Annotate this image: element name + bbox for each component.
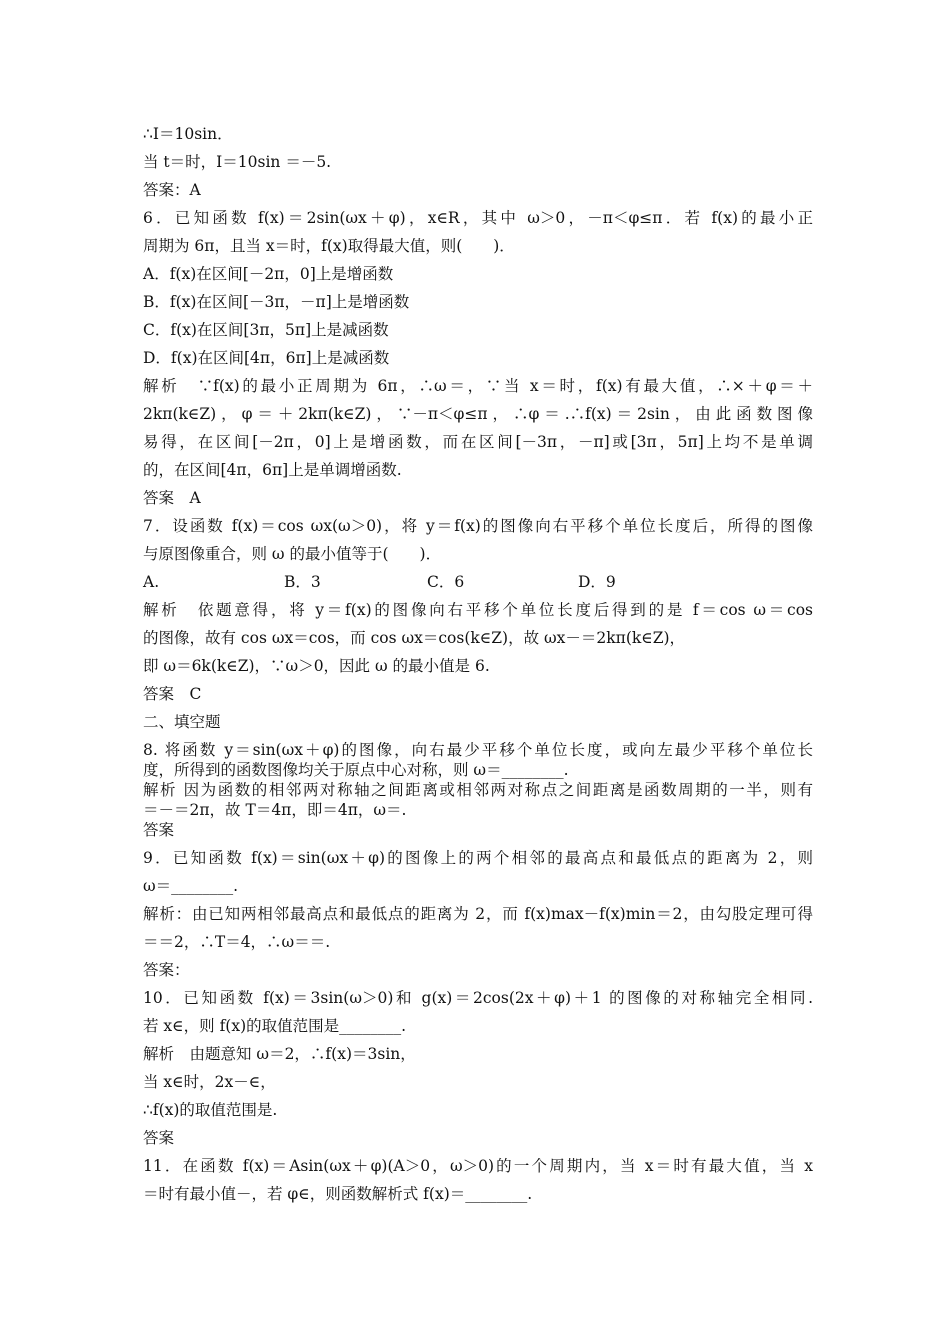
- text-line: 与原图像重合，则 ω 的最小值等于( )．: [143, 545, 442, 563]
- text-line: 2kπ(k∈Z)，φ＝＋2kπ(k∈Z)，∵－π＜φ≤π，∴φ＝.∴f(x)＝2sin，由此函数图像: [143, 405, 813, 423]
- text-line: 解析 依题意得，将 y＝f(x)的图像向右平移个单位长度后得到的是 f＝cos ω＝cos: [143, 601, 813, 619]
- text-line: 答案：: [143, 961, 190, 979]
- text-line: ＝＝2，∴T＝4，∴ω＝＝.: [143, 933, 331, 951]
- text-line: B．f(x)在区间[－3π，－π]上是增函数: [143, 293, 410, 311]
- text-line: 二、填空题: [143, 713, 221, 731]
- text-line: ∴I＝10sin．: [143, 125, 233, 143]
- text-line: 答案: [143, 1129, 175, 1147]
- text-line: 解析 因为函数的相邻两对称轴之间距离或相邻两对称点之间距离是函数周期的一半，则有: [143, 781, 813, 799]
- text-line: 的图像，故有 cos ωx＝cos，而 cos ωx＝cos(k∈Z)，故 ωx－＝2kπ(k∈Z)，: [143, 629, 686, 647]
- text-line: 度，所得到的函数图像均关于原点中心对称，则 ω＝________.: [143, 761, 569, 779]
- text-line: 当 x∈时，2x－∈，: [143, 1073, 276, 1091]
- answer-option: C．6: [427, 573, 465, 591]
- text-line: 答案 A: [143, 489, 201, 507]
- text-line: 10．已知函数 f(x)＝3sin(ω＞0)和 g(x)＝2cos(2x＋φ)＋1 的图像的对称轴完全相同.: [143, 989, 813, 1007]
- text-line: 若 x∈，则 f(x)的取值范围是________.: [143, 1017, 407, 1035]
- text-line: 答案 C: [143, 685, 202, 703]
- text-line: 解析 由题意知 ω＝2，∴f(x)＝3sin，: [143, 1045, 416, 1063]
- text-line: 答案: [143, 821, 175, 839]
- answer-option: A.: [143, 573, 160, 591]
- answer-option: D．9: [578, 573, 616, 591]
- text-line: 11．在函数 f(x)＝Asin(ωx＋φ)(A＞0，ω＞0)的一个周期内，当 x＝时有最大值，当 x: [143, 1157, 813, 1175]
- text-line: 6．已知函数 f(x)＝2sin(ωx＋φ)，x∈R，其中 ω＞0，－π＜φ≤π．若 f(x)的最小正: [143, 209, 813, 227]
- text-line: 当 t＝时，I＝10sin ＝－5.: [143, 153, 332, 171]
- text-line: 周期为 6π，且当 x＝时，f(x)取得最大值，则( )．: [143, 237, 515, 255]
- text-line: ＝－＝2π，故 T＝4π，即＝4π，ω＝.: [143, 801, 407, 819]
- text-line: ∴f(x)的取值范围是.: [143, 1101, 278, 1119]
- text-line: C．f(x)在区间[3π，5π]上是减函数: [143, 321, 389, 339]
- text-line: ＝时有最小值－，若 φ∈，则函数解析式 f(x)＝________.: [143, 1185, 533, 1203]
- text-line: D．f(x)在区间[4π，6π]上是减函数: [143, 349, 390, 367]
- text-line: 9．已知函数 f(x)＝sin(ωx＋φ)的图像上的两个相邻的最高点和最低点的距离为 2，则: [143, 849, 813, 867]
- answer-option: B．3: [284, 573, 321, 591]
- text-line: A．f(x)在区间[－2π，0]上是增函数: [143, 265, 394, 283]
- text-line: ω＝________.: [143, 877, 239, 895]
- text-line: 易得，在区间[－2π，0]上是增函数，而在区间[－3π，－π]或[3π，5π]上均不是单调: [143, 433, 813, 451]
- text-line: 7．设函数 f(x)＝cos ωx(ω＞0)，将 y＝f(x)的图像向右平移个单位长度后，所得的图像: [143, 517, 813, 535]
- text-line: 解析：由已知两相邻最高点和最低点的距离为 2，而 f(x)max－f(x)min＝2，由勾股定理可得: [143, 905, 813, 923]
- text-line: 解析 ∵f(x)的最小正周期为 6π，∴ω＝，∵当 x＝时，f(x)有最大值，∴×＋φ＝＋: [143, 377, 813, 395]
- text-line: 答案：A: [143, 181, 201, 199]
- text-line: 的，在区间[4π，6π]上是单调增函数.: [143, 461, 402, 479]
- text-line: 即 ω＝6k(k∈Z)，∵ω＞0，因此 ω 的最小值是 6.: [143, 657, 490, 675]
- text-line: 8. 将函数 y＝sin(ωx＋φ)的图像，向右最少平移个单位长度，或向左最少平移个单位长: [143, 741, 813, 759]
